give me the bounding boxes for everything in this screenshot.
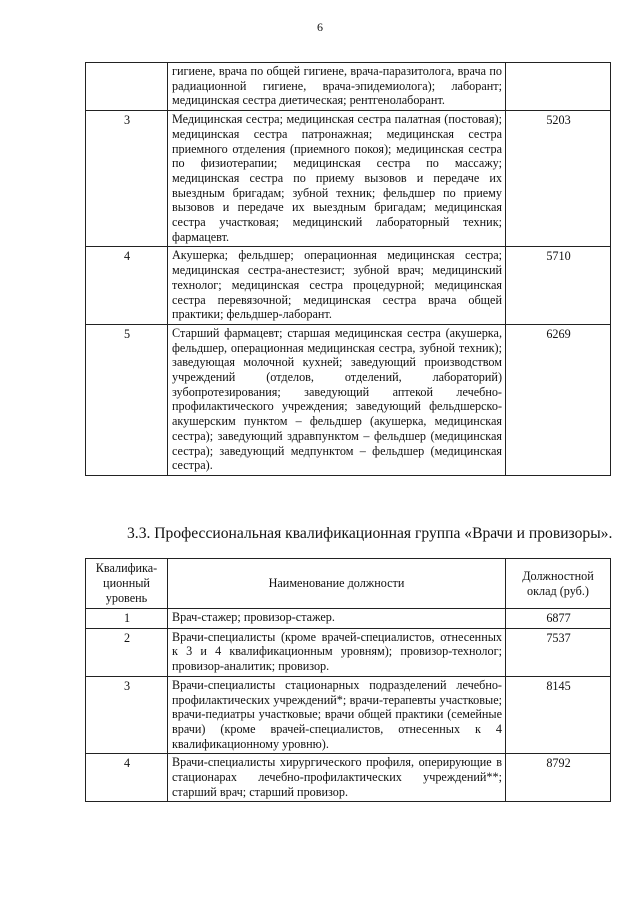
table-row [86,754,611,802]
salary-cell: 7537 [506,628,611,676]
salary-cell: 8792 [506,754,611,802]
positions-cell: Врачи-специалисты (кроме врачей-специалистов, отнесенных к 3 и 4 квалификационным уровням); провизор-технолог; провизор-аналитик; провизор. [168,628,506,676]
level-cell: 2 [86,628,168,676]
table-row [86,63,611,111]
table-row [86,628,611,676]
table-row [86,676,611,754]
salary-cell [506,63,611,111]
salary-cell: 6269 [506,324,611,475]
table-row [86,609,611,629]
header-salary: Должностной оклад (руб.) [506,559,611,609]
table-header-row [86,559,611,609]
level-cell [86,63,168,111]
level-cell: 4 [86,247,168,325]
qualification-table-continued [85,62,611,476]
salary-cell: 6877 [506,609,611,629]
level-cell: 4 [86,754,168,802]
positions-cell: гигиене, врача по общей гигиене, врача-паразитолога, врача по радиационной гигиене, врача-эпидемиолога); лаборант; медицинская сестра диетическая; рентгенолаборант. [168,63,506,111]
table-row [86,324,611,475]
level-cell: 1 [86,609,168,629]
doctors-pharmacists-table [85,558,611,802]
positions-cell: Врачи-специалисты стационарных подразделений лечебно-профилактических учреждений*; врачи-терапевты участковые; врачи-педиатры участковые; врачи общей практики (семейные врачи) (кроме врачей-специалистов, отнесенных к 4 квалификационному уровню). [168,676,506,754]
salary-cell: 5710 [506,247,611,325]
positions-cell: Старший фармацевт; старшая медицинская сестра (акушерка, фельдшер, операционная медицинская сестра, зубной техник); заведующая молочной кухней; заведующий производством учреждений (отделов, отделений, лабораторий) зубопротезирования; заведующий аптекой лечебно-профилактического учреждения; заведующий фельдшерско-акушерским пунктом – фельдшер (акушерка, медицинская сестра); заведующий здравпунктом – фельдшер (медицинская сестра); заведующий медпунктом – фельдшер (медицинская сестра). [168,324,506,475]
table-row [86,111,611,247]
level-cell: 3 [86,111,168,247]
table-row [86,247,611,325]
level-cell: 5 [86,324,168,475]
positions-cell: Акушерка; фельдшер; операционная медицинская сестра; медицинская сестра-анестезист; зубной врач; медицинский технолог; медицинская сестра процедурной; медицинская сестра перевязочной; медицинская сестра врача общей практики; фельдшер-лаборант. [168,247,506,325]
salary-cell: 5203 [506,111,611,247]
level-cell: 3 [86,676,168,754]
positions-cell: Врачи-специалисты хирургического профиля, оперирующие в стационарах лечебно-профилактических учреждений**; старший врач; старший провизор. [168,754,506,802]
page-number: 6 [317,20,323,34]
header-level: Квалифика-ционный уровень [86,559,168,609]
section-heading: 3.3. Профессиональная квалификационная группа «Врачи и провизоры». [127,525,613,542]
positions-cell: Медицинская сестра; медицинская сестра палатная (постовая); медицинская сестра патронажная; медицинская сестра приемного отделения (приемного покоя); медицинская сестра по физиотерапии; медицинская сестра по массажу; медицинская сестра по приему вызовов и передаче их выездным бригадам; зубной техник; фельдшер по приему вызовов и передаче их выездным бригадам; медицинская сестра участковая; медицинский лабораторный техник; фармацевт. [168,111,506,247]
salary-cell: 8145 [506,676,611,754]
header-positions: Наименование должности [168,559,506,609]
positions-cell: Врач-стажер; провизор-стажер. [168,609,506,629]
